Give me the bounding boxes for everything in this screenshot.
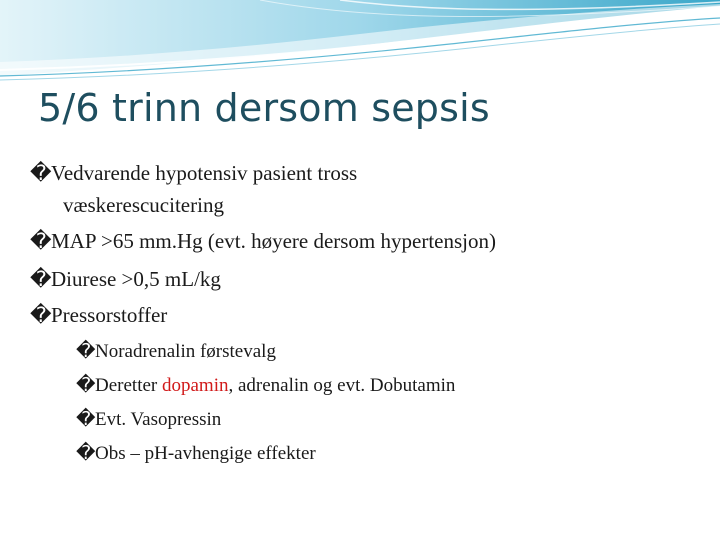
list-item-continuation: væskerescucitering (63, 193, 224, 217)
bullet-glyph: � (30, 161, 52, 185)
sub-list-item (76, 408, 221, 432)
bullet-glyph: � (30, 267, 52, 291)
sub-list-item (76, 340, 276, 364)
sub-list-item-text: Evt. Vasopressin (95, 409, 222, 430)
highlighted-text: dopamin (161, 375, 229, 396)
list-item-text: MAP >65 mm.Hg (evt. høyere dersom hypertensjon) (51, 229, 496, 253)
slide-title: 5/6 trinn dersom sepsis (38, 86, 490, 130)
list-item-text: Diurese >0,5 mL/kg (51, 267, 221, 291)
sub-list-item-text: Noradrenalin førstevalg (95, 341, 276, 362)
sub-list-item-text: Obs – pH-avhengige effekter (95, 443, 316, 464)
bullet-glyph: � (76, 375, 96, 396)
bullet-glyph: � (76, 341, 96, 362)
bullet-glyph: � (76, 443, 96, 464)
list-item (30, 228, 496, 254)
sub-list-item-text-after: , adrenalin og evt. Dobutamin (228, 375, 456, 396)
bullet-glyph: � (30, 303, 52, 327)
sub-list-item-text-before: Deretter (95, 375, 162, 396)
list-item-text: Pressorstoffer (51, 303, 168, 327)
sub-list-item (76, 374, 455, 398)
list-item-text: Vedvarende hypotensiv pasient tross (51, 161, 358, 185)
list-item (30, 302, 167, 328)
sub-list-item (76, 442, 316, 466)
list-item (30, 266, 221, 292)
bullet-glyph: � (30, 229, 52, 253)
bullet-glyph: � (76, 409, 96, 430)
decorative-wave-header (0, 0, 720, 90)
list-item (30, 160, 357, 186)
